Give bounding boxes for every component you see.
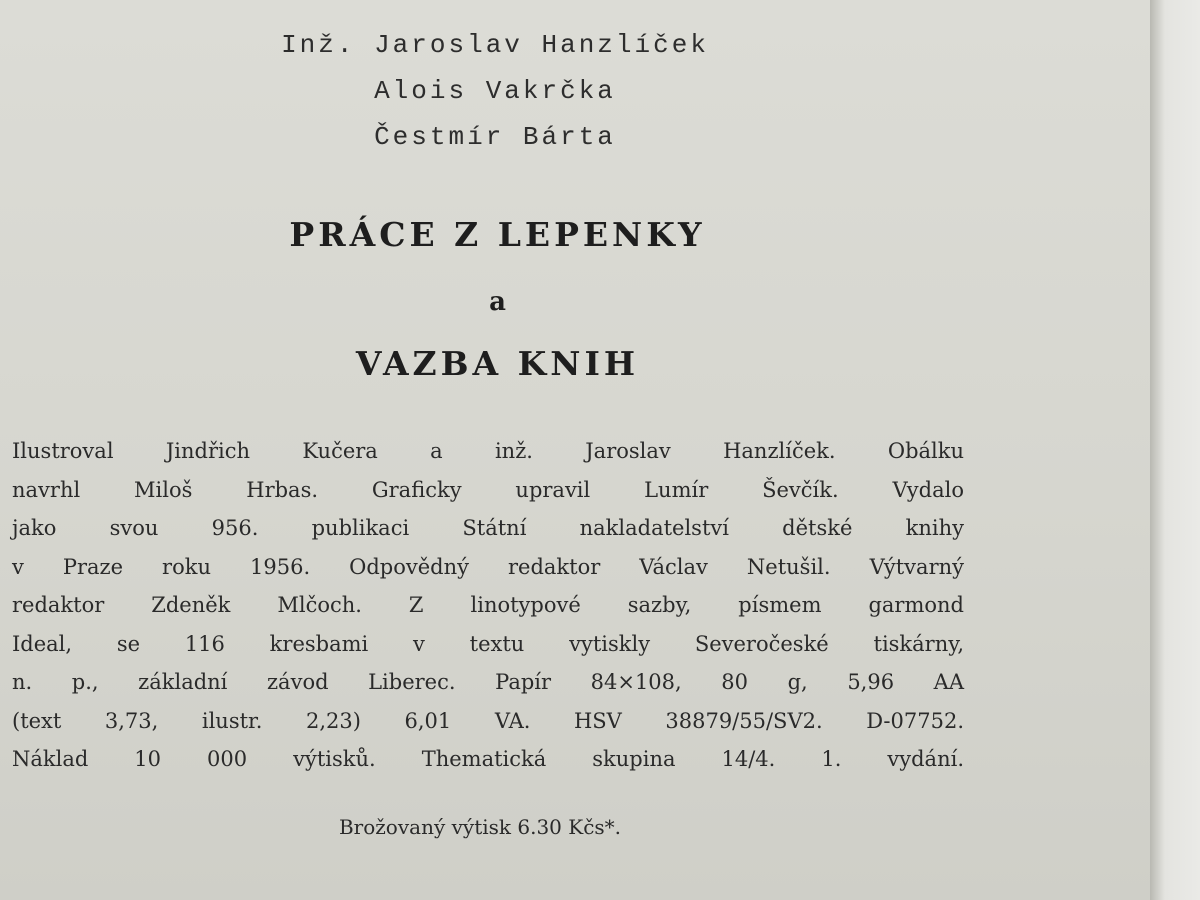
colophon-text xyxy=(12,432,964,779)
author-list xyxy=(0,22,990,160)
colophon-line: Náklad 10 000 výtisků. Thematická skupina 14/4. 1. vydání. xyxy=(12,747,964,771)
book-title-conjunction: a xyxy=(489,287,506,317)
colophon-line: v Praze roku 1956. Odpovědný redaktor Václav Netušil. Výtvarný xyxy=(12,554,964,579)
price-line: Brožovaný výtisk 6.30 Kčs*. xyxy=(338,815,622,839)
colophon-line: jako svou 956. publikaci Státní nakladatelství dětské knihy xyxy=(12,516,964,540)
colophon-line: (text 3,73, ilustr. 2,23) 6,01 VA. HSV 38879/55/SV2. D-07752. xyxy=(12,708,964,733)
book-title-line-1: PRÁCE Z LEPENKY xyxy=(289,215,706,254)
colophon-line: Ideal, se 116 kresbami v textu vytiskly Severočeské tiskárny, xyxy=(12,631,964,656)
book-title-line-2: VAZBA KNIH xyxy=(355,344,640,383)
colophon-line: navrhl Miloš Hrbas. Graficky upravil Lumír Ševčík. Vydalo xyxy=(12,477,964,502)
author-name: Inž. Jaroslav Hanzlíček xyxy=(281,30,709,60)
author-name: Čestmír Bárta xyxy=(374,122,616,152)
colophon-line: n. p., základní závod Liberec. Papír 84×108, 80 g, 5,96 AA xyxy=(12,670,964,694)
colophon-line: redaktor Zdeněk Mlčoch. Z linotypové sazby, písmem garmond xyxy=(12,593,964,617)
colophon-line: Ilustroval Jindřich Kučera a inž. Jaroslav Hanzlíček. Obálku xyxy=(12,439,964,463)
page-edge xyxy=(1150,0,1200,900)
author-name: Alois Vakrčka xyxy=(374,76,616,106)
